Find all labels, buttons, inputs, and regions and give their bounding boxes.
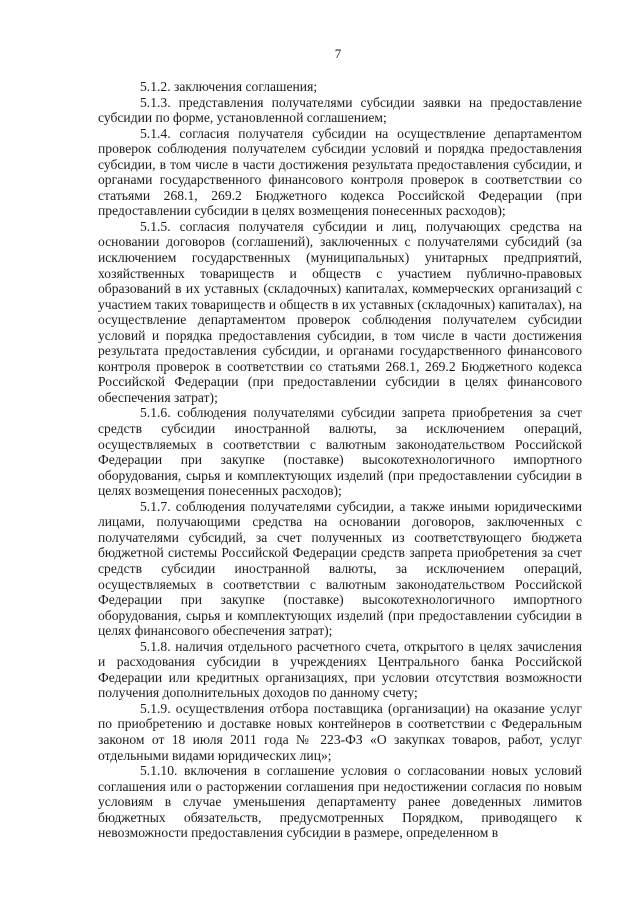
paragraph-5-1-3: 5.1.3. представления получателями субсидии заявки на предоставление субсидии по форме, установленной соглашением; — [98, 94, 582, 126]
paragraph-5-1-5: 5.1.5. согласия получателя субсидии и лиц, получающих средства на основании договоров (соглашений), заключенных с получателями субсидий (за исключением государственных (муниципальных) унитарных предприятий, хозяйственных товариществ и обществ с участием публично-правовых образований в их уставных (складочных) капиталах, коммерческих организаций с участием таких товариществ и обществ в их уставных (складочных) капиталах), на осуществление департаментом проверок соблюдения получателем субсидии условий и порядка предоставления субсидии, в том числе в части достижения результата предоставления субсидии, и органами государственного финансового контроля проверок в соответствии со статьями 268.1, 269.2 Бюджетного кодекса Российской Федерации (при предоставлении субсидии в целях финансового обеспечения затрат); — [98, 218, 582, 405]
paragraph-5-1-9: 5.1.9. осуществления отбора поставщика (организации) на оказание услуг по приобретению и доставке новых контейнеров в соответствии с Федеральным законом от 18 июля 2011 года № 223-ФЗ «О закупках товаров, работ, услуг отдельными видами юридических лиц»; — [98, 700, 582, 763]
paragraph-5-1-4: 5.1.4. согласия получателя субсидии на осуществление департаментом проверок соблюдения получателем субсидии условий и порядка предоставления субсидии, в том числе в части достижения результата предоставления субсидии, и органами государственного финансового контроля проверок в соответствии со статьями 268.1, 269.2 Бюджетного кодекса Российской Федерации (при предоставлении субсидии в целях возмещения понесенных расходов); — [98, 125, 582, 219]
paragraph-5-1-7: 5.1.7. соблюдения получателями субсидии, а также иными юридическими лицами, получающими средства на основании договоров, заключенных с получателями субсидий, за счет полученных из соответствующего бюджета бюджетной системы Российской Федерации средств запрета приобретения за счет средств субсидии иностранной валюты, за исключением операций, осуществляемых в соответствии с валютным законодательством Российской Федерации при закупке (поставке) высокотехнологичного импортного оборудования, сырья и комплектующих изделий (при предоставлении субсидии в целях финансового обеспечения затрат); — [98, 498, 582, 639]
page-number: 7 — [334, 46, 342, 61]
paragraph-5-1-8: 5.1.8. наличия отдельного расчетного счета, открытого в целях зачисления и расходования субсидии в учреждениях Центрального банка Российской Федерации или кредитных организациях, при условии отсутствия возможности получения дополнительных доходов по данному счету; — [98, 638, 582, 701]
paragraph-5-1-10: 5.1.10. включения в соглашение условия о согласовании новых условий соглашения или о расторжении соглашения при недостижении согласия по новым условиям в случае уменьшения департаменту ранее доведенных лимитов бюджетных обязательств, предусмотренных Порядком, приводящего к невозможности предоставления субсидии в размере, определенном в — [98, 763, 582, 841]
document-body — [98, 79, 582, 841]
paragraph-5-1-6: 5.1.6. соблюдения получателями субсидии запрета приобретения за счет средств субсидии иностранной валюты, за исключением операций, осуществляемых в соответствии с валютным законодательством Российской Федерации при закупке (поставке) высокотехнологичного импортного оборудования, сырья и комплектующих изделий (при предоставлении субсидии в целях возмещения понесенных расходов); — [98, 405, 582, 499]
paragraph-5-1-2: 5.1.2. заключения соглашения; — [140, 79, 318, 94]
